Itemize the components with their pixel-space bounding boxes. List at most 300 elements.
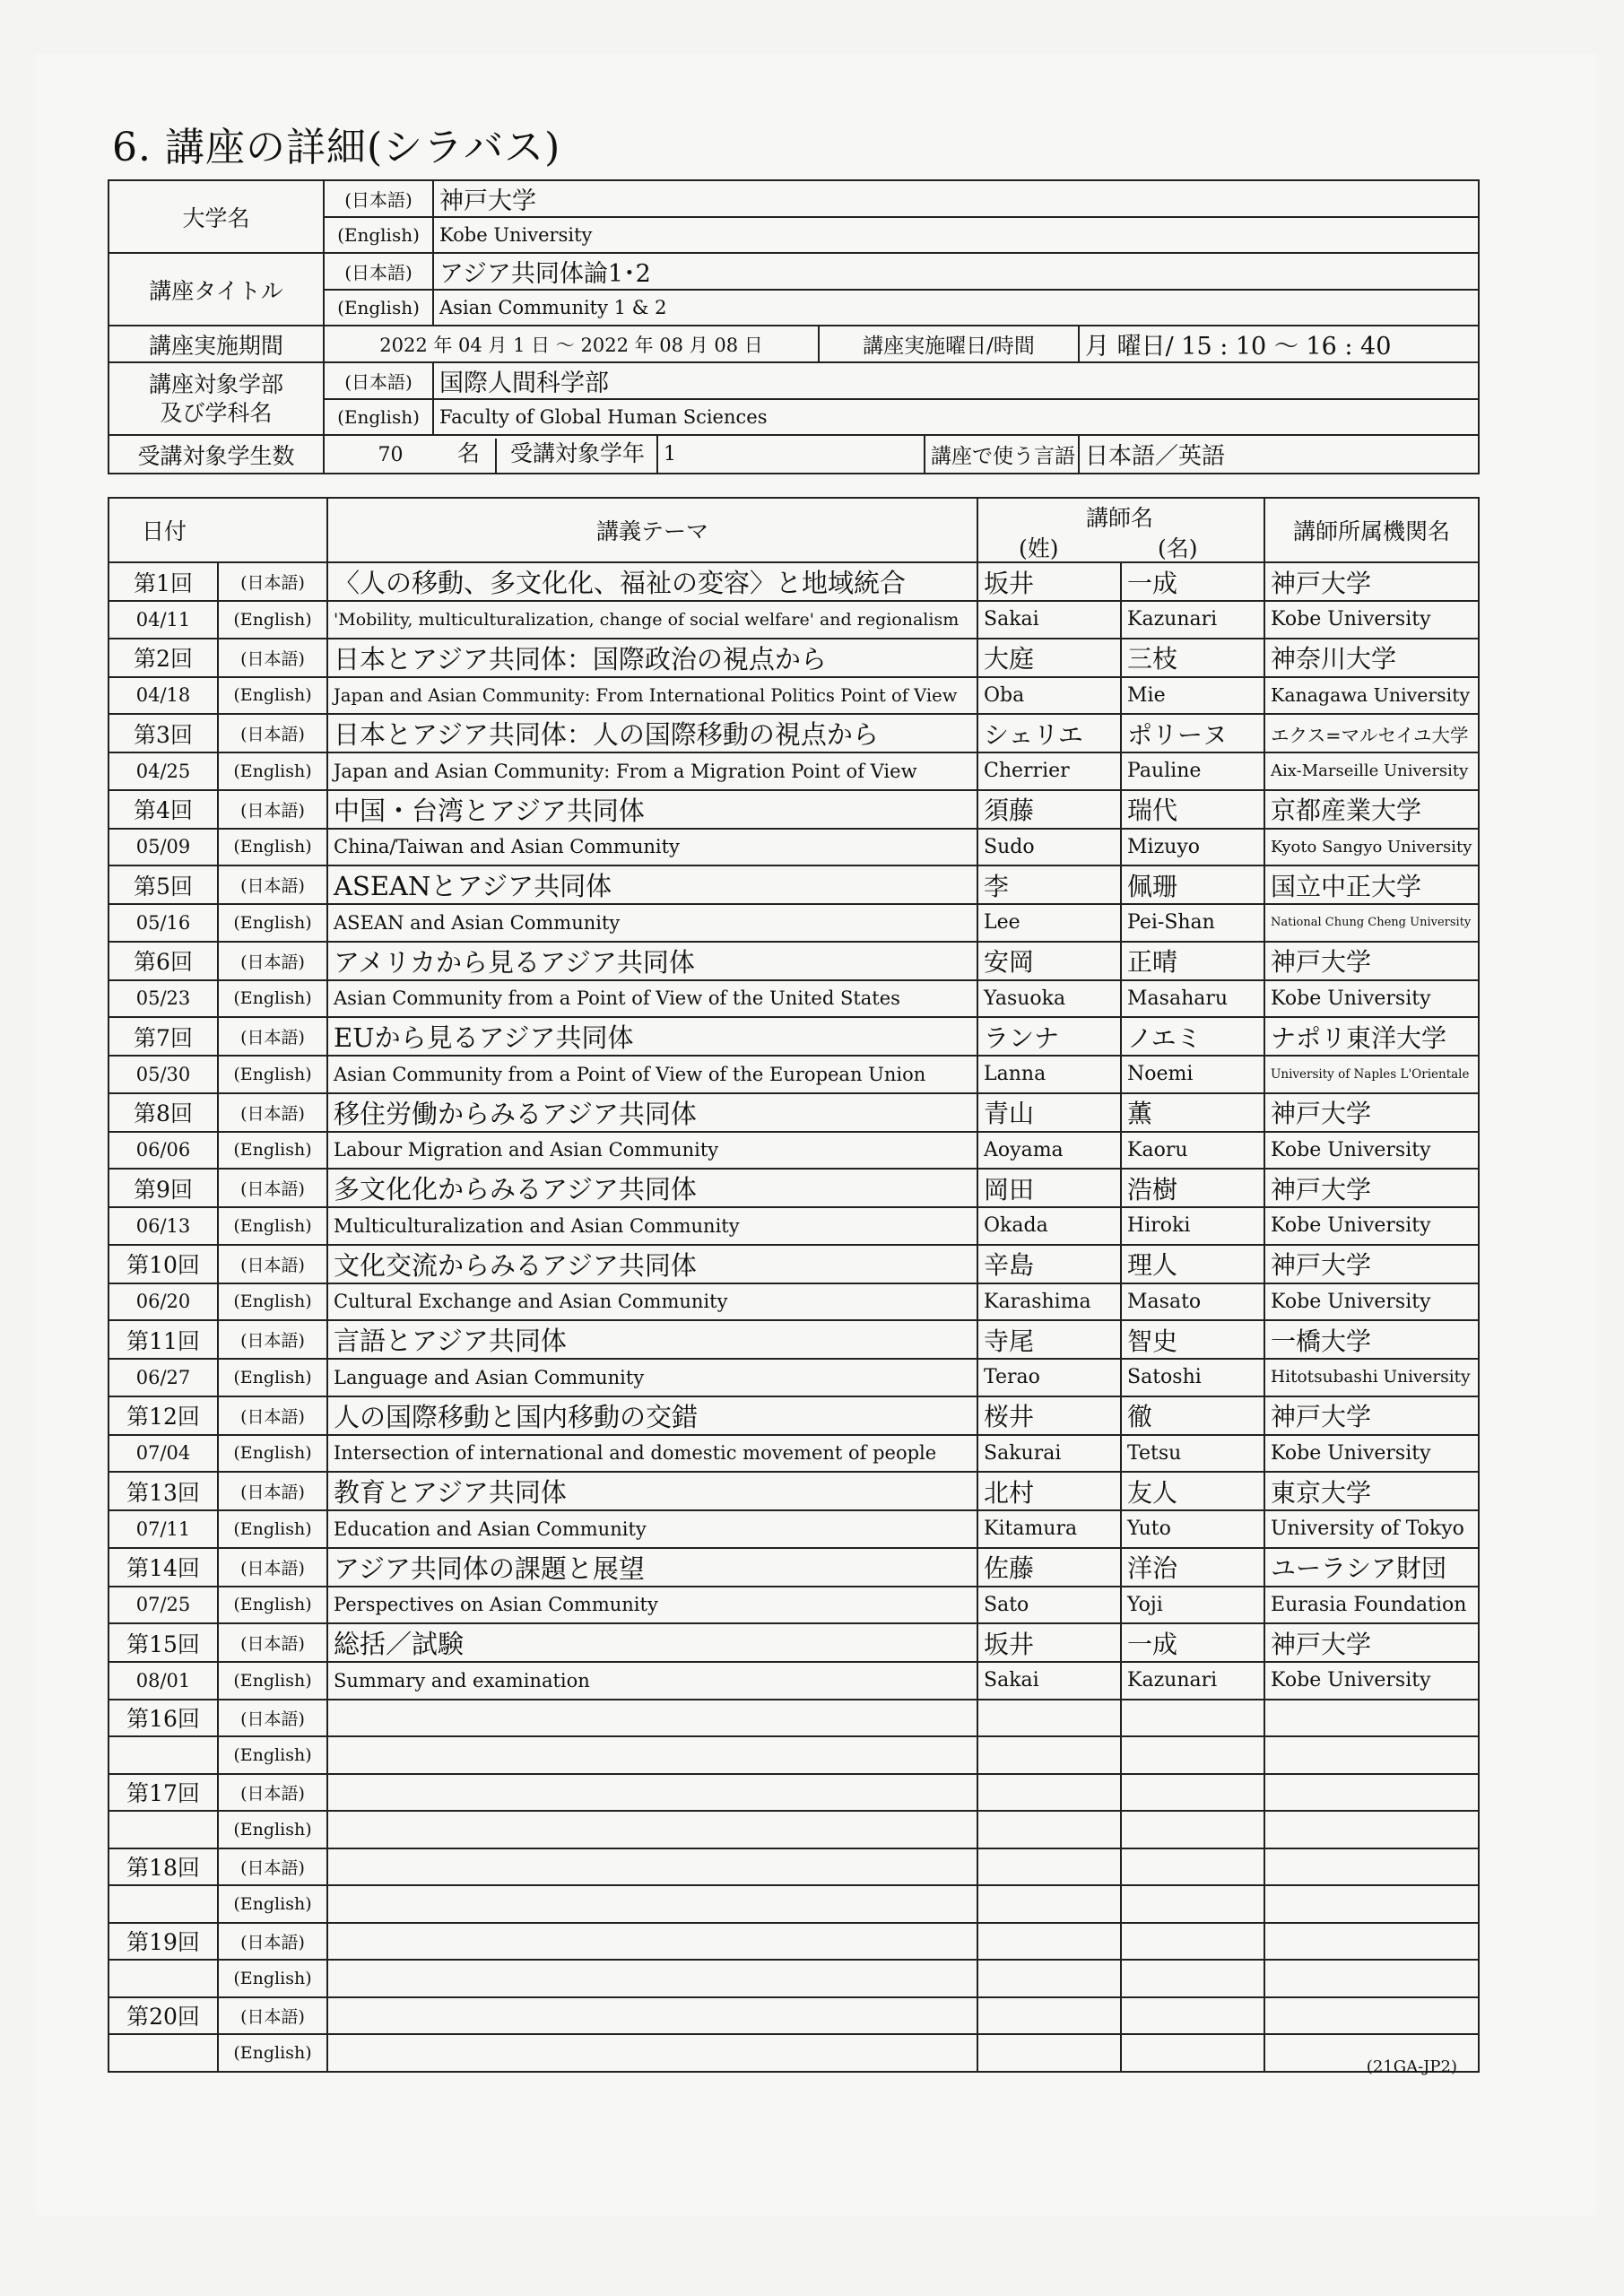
affiliation-en: University of Naples L'Orientale [1264, 1056, 1479, 1093]
lecturer-family-en: Sakai [977, 601, 1121, 639]
session-row-en [109, 1811, 1479, 1848]
lecturer-given-ja: 洋治 [1121, 1548, 1264, 1587]
header-affiliation: 講師所属機関名 [1264, 498, 1479, 562]
session-row-ja [109, 1320, 1479, 1359]
weekday-value: 月 曜日/ 15 : 10 ～ 16 : 40 [1079, 326, 1479, 362]
theme-en: Intersection of international and domestic movement of people [327, 1435, 977, 1473]
session-row-en [109, 1885, 1479, 1923]
theme-en: Asian Community from a Point of View of the United States [327, 980, 977, 1018]
lecturer-given-ja: 佩珊 [1121, 865, 1264, 904]
affiliation-en: Aix-Marseille University [1264, 752, 1479, 790]
session-row-en [109, 1283, 1479, 1321]
session-date: 05/16 [109, 904, 218, 942]
affiliation-ja [1264, 1700, 1479, 1737]
university-label: 大学名 [109, 180, 324, 253]
affiliation-en: Kobe University [1264, 1283, 1479, 1321]
lang-tag-en: (English) [218, 1056, 327, 1093]
affiliation-en: Kobe University [1264, 1435, 1479, 1473]
session-number: 第19回 [109, 1923, 218, 1961]
lecturer-family-ja: 寺尾 [977, 1320, 1121, 1359]
course-info-table [108, 179, 1480, 474]
lecturer-family-en: Sato [977, 1587, 1121, 1624]
session-date: 07/25 [109, 1587, 218, 1624]
lecturer-family-ja: 桜井 [977, 1396, 1121, 1435]
lang-tag-ja: (日本語) [324, 180, 433, 217]
affiliation-en: Kyoto Sangyo University [1264, 829, 1479, 866]
affiliation-ja: ユーラシア財団 [1264, 1548, 1479, 1587]
session-row-ja [109, 639, 1479, 677]
lecturer-family-en: Aoyama [977, 1132, 1121, 1170]
university-name-en: Kobe University [433, 217, 1479, 253]
theme-en [327, 1960, 977, 1997]
session-row-ja [109, 1700, 1479, 1737]
affiliation-ja: 神戸大学 [1264, 1093, 1479, 1132]
affiliation-ja: 一橋大学 [1264, 1320, 1479, 1359]
affiliation-ja: ナポリ東洋大学 [1264, 1017, 1479, 1056]
lang-tag-en: (English) [218, 752, 327, 790]
affiliation-ja [1264, 1774, 1479, 1812]
session-date [109, 2034, 218, 2072]
affiliation-ja: 神戸大学 [1264, 942, 1479, 980]
session-number: 第11回 [109, 1320, 218, 1359]
lecturer-given-ja: ポリーヌ [1121, 714, 1264, 752]
theme-ja: アジア共同体の課題と展望 [327, 1548, 977, 1587]
lang-tag-en: (English) [218, 2034, 327, 2072]
lecturer-family-en [977, 1736, 1121, 1774]
lang-tag-en: (English) [218, 1587, 327, 1624]
theme-en: Perspectives on Asian Community [327, 1587, 977, 1624]
lecturer-given-en [1121, 2034, 1264, 2072]
lecturer-given-en: Masato [1121, 1283, 1264, 1321]
session-row-en [109, 601, 1479, 639]
lecturer-family-en [977, 1960, 1121, 1997]
theme-ja: 言語とアジア共同体 [327, 1320, 977, 1359]
theme-en [327, 2034, 977, 2072]
session-row-ja [109, 1623, 1479, 1662]
affiliation-en: National Chung Cheng University [1264, 904, 1479, 942]
session-row-ja [109, 1548, 1479, 1587]
lecturer-given-en: Kazunari [1121, 601, 1264, 639]
year-label: 受講対象学年 [510, 440, 646, 466]
faculty-label [109, 362, 324, 435]
lecturer-family-ja [977, 1997, 1121, 2035]
lecturer-given-en: Tetsu [1121, 1435, 1264, 1473]
theme-en [327, 1811, 977, 1848]
session-number: 第1回 [109, 562, 218, 601]
affiliation-ja [1264, 1997, 1479, 2035]
session-number: 第10回 [109, 1245, 218, 1283]
session-number: 第3回 [109, 714, 218, 752]
lang-tag-ja: (日本語) [218, 1169, 327, 1207]
affiliation-en: Kobe University [1264, 1662, 1479, 1700]
affiliation-ja [1264, 1848, 1479, 1886]
lecturer-given-en: Hiroki [1121, 1207, 1264, 1245]
header-given: (名) [1158, 535, 1198, 561]
lecturer-given-en: Noemi [1121, 1056, 1264, 1093]
session-number: 第2回 [109, 639, 218, 677]
session-number: 第15回 [109, 1623, 218, 1662]
lecturer-given-en [1121, 1811, 1264, 1848]
session-row-ja [109, 1472, 1479, 1510]
session-row-en [109, 677, 1479, 715]
lecturer-family-ja: 北村 [977, 1472, 1121, 1510]
session-row-ja [109, 865, 1479, 904]
affiliation-ja: 神戸大学 [1264, 562, 1479, 601]
lecturer-given-en: Kaoru [1121, 1132, 1264, 1170]
lecturer-given-en [1121, 1736, 1264, 1774]
faculty-ja: 国際人間科学部 [433, 362, 1479, 399]
session-date: 04/25 [109, 752, 218, 790]
session-date [109, 1811, 218, 1848]
affiliation-en: Kanagawa University [1264, 677, 1479, 715]
lang-tag-ja: (日本語) [218, 865, 327, 904]
lecturer-given-ja: 友人 [1121, 1472, 1264, 1510]
lecturer-given-en: Masaharu [1121, 980, 1264, 1018]
lecturer-given-ja [1121, 1997, 1264, 2035]
lecturer-family-ja: 須藤 [977, 790, 1121, 829]
lang-tag-ja: (日本語) [218, 1093, 327, 1132]
affiliation-en: Kobe University [1264, 1207, 1479, 1245]
session-row-en [109, 1132, 1479, 1170]
session-date: 08/01 [109, 1662, 218, 1700]
students-cell [324, 435, 657, 474]
theme-en: Japan and Asian Community: From International Politics Point of View [327, 677, 977, 715]
affiliation-ja: 東京大学 [1264, 1472, 1479, 1510]
theme-ja: 人の国際移動と国内移動の交錯 [327, 1396, 977, 1435]
lecturer-family-en: Sudo [977, 829, 1121, 866]
lecturer-family-ja: 坂井 [977, 1623, 1121, 1662]
lang-tag-ja: (日本語) [218, 1472, 327, 1510]
lecturer-given-ja [1121, 1774, 1264, 1812]
session-row-en [109, 752, 1479, 790]
lecturer-family-en [977, 2034, 1121, 2072]
theme-en: ASEAN and Asian Community [327, 904, 977, 942]
session-number: 第9回 [109, 1169, 218, 1207]
period-label: 講座実施期間 [109, 326, 324, 362]
affiliation-ja: エクス=マルセイユ大学 [1264, 714, 1479, 752]
lang-tag-ja: (日本語) [218, 790, 327, 829]
lecturer-family-en: Oba [977, 677, 1121, 715]
affiliation-en [1264, 1811, 1479, 1848]
lecturer-family-ja [977, 1848, 1121, 1886]
theme-ja [327, 1700, 977, 1737]
lecturer-family-ja [977, 1700, 1121, 1737]
affiliation-ja: 国立中正大学 [1264, 865, 1479, 904]
affiliation-en: Kobe University [1264, 980, 1479, 1018]
session-date: 05/30 [109, 1056, 218, 1093]
lang-tag-en: (English) [218, 601, 327, 639]
session-date: 05/23 [109, 980, 218, 1018]
session-row-en [109, 980, 1479, 1018]
session-row-en [109, 1736, 1479, 1774]
lecturer-family-en: Lee [977, 904, 1121, 942]
lecturer-family-ja: シェリエ [977, 714, 1121, 752]
header-lecturer-label: 講師名 [1086, 505, 1154, 531]
affiliation-en: Hitotsubashi University [1264, 1359, 1479, 1396]
schedule-table [108, 497, 1480, 2073]
lang-tag-en: (English) [218, 677, 327, 715]
header-family: (姓) [1019, 535, 1059, 561]
lecturer-given-en [1121, 1960, 1264, 1997]
lecturer-given-en: Mie [1121, 677, 1264, 715]
session-row-en [109, 1435, 1479, 1473]
lang-tag-en: (English) [218, 904, 327, 942]
lecturer-given-ja: ノエミ [1121, 1017, 1264, 1056]
lecturer-family-en: Yasuoka [977, 980, 1121, 1018]
session-row-en [109, 1662, 1479, 1700]
session-row-en [109, 829, 1479, 866]
lecturer-family-ja: 李 [977, 865, 1121, 904]
lecturer-given-en: Mizuyo [1121, 829, 1264, 866]
lang-tag-en: (English) [218, 1132, 327, 1170]
session-date: 06/27 [109, 1359, 218, 1396]
theme-ja: 多文化化からみるアジア共同体 [327, 1169, 977, 1207]
theme-ja: 総括／試験 [327, 1623, 977, 1662]
session-row-en [109, 1056, 1479, 1093]
session-row-ja [109, 942, 1479, 980]
lecturer-family-en: Terao [977, 1359, 1121, 1396]
lecturer-family-ja [977, 1923, 1121, 1961]
lecturer-family-en: Karashima [977, 1283, 1121, 1321]
session-row-ja [109, 1093, 1479, 1132]
affiliation-ja: 神戸大学 [1264, 1169, 1479, 1207]
session-number: 第8回 [109, 1093, 218, 1132]
theme-ja: 文化交流からみるアジア共同体 [327, 1245, 977, 1283]
lecturer-family-ja: ランナ [977, 1017, 1121, 1056]
lang-tag-ja: (日本語) [218, 1245, 327, 1283]
lang-tag-ja: (日本語) [218, 942, 327, 980]
lecturer-given-ja: 理人 [1121, 1245, 1264, 1283]
session-row-ja [109, 562, 1479, 601]
lecturer-family-en: Cherrier [977, 752, 1121, 790]
language-value: 日本語／英語 [1079, 435, 1479, 474]
course-title-label: 講座タイトル [109, 253, 324, 326]
lang-tag-en: (English) [218, 1435, 327, 1473]
session-row-ja [109, 1169, 1479, 1207]
session-row-ja [109, 1923, 1479, 1961]
lang-tag-en: (English) [218, 1207, 327, 1245]
lang-tag-en: (English) [324, 290, 433, 326]
lang-tag-en: (English) [324, 217, 433, 253]
lang-tag-ja: (日本語) [218, 1320, 327, 1359]
theme-ja: 〈人の移動、多文化化、福祉の変容〉と地域統合 [327, 562, 977, 601]
theme-ja [327, 1997, 977, 2035]
header-date: 日付 [109, 498, 327, 562]
theme-ja [327, 1923, 977, 1961]
course-title-ja: アジア共同体論1･2 [433, 253, 1479, 290]
session-date [109, 1736, 218, 1774]
lecturer-family-ja: 安岡 [977, 942, 1121, 980]
session-number: 第4回 [109, 790, 218, 829]
session-row-ja [109, 1396, 1479, 1435]
lang-tag-en: (English) [218, 1960, 327, 1997]
faculty-en: Faculty of Global Human Sciences [433, 399, 1479, 435]
lecturer-given-en: Satoshi [1121, 1359, 1264, 1396]
session-date: 07/04 [109, 1435, 218, 1473]
lecturer-family-en [977, 1811, 1121, 1848]
affiliation-en: University of Tokyo [1264, 1510, 1479, 1548]
theme-ja: 教育とアジア共同体 [327, 1472, 977, 1510]
theme-en [327, 1885, 977, 1923]
session-date: 06/06 [109, 1132, 218, 1170]
theme-ja [327, 1848, 977, 1886]
lang-tag-en: (English) [324, 399, 433, 435]
session-date: 06/13 [109, 1207, 218, 1245]
lecturer-given-ja [1121, 1700, 1264, 1737]
lang-tag-en: (English) [218, 1662, 327, 1700]
theme-en [327, 1736, 977, 1774]
lang-tag-ja: (日本語) [218, 1700, 327, 1737]
theme-en: Cultural Exchange and Asian Community [327, 1283, 977, 1321]
lang-tag-ja: (日本語) [218, 1017, 327, 1056]
lang-tag-en: (English) [218, 1283, 327, 1321]
session-row-en [109, 1587, 1479, 1624]
session-number: 第17回 [109, 1774, 218, 1812]
session-date: 06/20 [109, 1283, 218, 1321]
lecturer-family-ja: 岡田 [977, 1169, 1121, 1207]
session-number: 第16回 [109, 1700, 218, 1737]
theme-en: Summary and examination [327, 1662, 977, 1700]
lang-tag-ja: (日本語) [324, 362, 433, 399]
lecturer-family-en [977, 1885, 1121, 1923]
lang-tag-ja: (日本語) [218, 1548, 327, 1587]
lang-tag-en: (English) [218, 829, 327, 866]
lecturer-given-ja [1121, 1923, 1264, 1961]
session-row-ja [109, 1848, 1479, 1886]
weekday-label: 講座実施曜日/時間 [819, 326, 1079, 362]
lecturer-family-en: Kitamura [977, 1510, 1121, 1548]
affiliation-en: Kobe University [1264, 601, 1479, 639]
theme-ja: 移住労働からみるアジア共同体 [327, 1093, 977, 1132]
lecturer-family-en: Sakurai [977, 1435, 1121, 1473]
session-row-ja [109, 1017, 1479, 1056]
theme-ja: ASEANとアジア共同体 [327, 865, 977, 904]
theme-en: 'Mobility, multiculturalization, change of social welfare' and regionalism [327, 601, 977, 639]
lecturer-given-ja: 智史 [1121, 1320, 1264, 1359]
lecturer-family-ja: 大庭 [977, 639, 1121, 677]
students-unit: 名 [457, 440, 481, 466]
lecturer-family-ja: 青山 [977, 1093, 1121, 1132]
lecturer-given-en [1121, 1885, 1264, 1923]
lang-tag-ja: (日本語) [218, 562, 327, 601]
language-label: 講座で使う言語 [925, 435, 1079, 474]
session-row-ja [109, 1245, 1479, 1283]
lang-tag-en: (English) [218, 1736, 327, 1774]
session-number: 第13回 [109, 1472, 218, 1510]
lecturer-family-en: Sakai [977, 1662, 1121, 1700]
affiliation-ja: 神奈川大学 [1264, 639, 1479, 677]
theme-ja: 中国・台湾とアジア共同体 [327, 790, 977, 829]
affiliation-en: Eurasia Foundation [1264, 1587, 1479, 1624]
section-title: 6. 講座の詳細(シラバス) [112, 125, 561, 170]
session-number: 第12回 [109, 1396, 218, 1435]
lecturer-given-en: Yoji [1121, 1587, 1264, 1624]
session-date [109, 1960, 218, 1997]
lecturer-given-ja: 三枝 [1121, 639, 1264, 677]
affiliation-en [1264, 1960, 1479, 1997]
lang-tag-ja: (日本語) [324, 253, 433, 290]
affiliation-en [1264, 1736, 1479, 1774]
lang-tag-en: (English) [218, 1510, 327, 1548]
affiliation-en [1264, 1885, 1479, 1923]
lecturer-family-ja: 辛島 [977, 1245, 1121, 1283]
students-value: 70 [378, 444, 404, 466]
theme-ja: 日本とアジア共同体：人の国際移動の視点から [327, 714, 977, 752]
affiliation-ja: 京都産業大学 [1264, 790, 1479, 829]
lang-tag-en: (English) [218, 1885, 327, 1923]
lecturer-family-en: Okada [977, 1207, 1121, 1245]
header-theme: 講義テーマ [327, 498, 977, 562]
lecturer-family-ja [977, 1774, 1121, 1812]
theme-ja: EUから見るアジア共同体 [327, 1017, 977, 1056]
lecturer-given-en: Pei-Shan [1121, 904, 1264, 942]
lang-tag-ja: (日本語) [218, 1997, 327, 2035]
lecturer-given-ja: 薫 [1121, 1093, 1264, 1132]
university-name-ja: 神戸大学 [433, 180, 1479, 217]
session-row-en [109, 1960, 1479, 1997]
theme-ja [327, 1774, 977, 1812]
theme-ja: 日本とアジア共同体：国際政治の視点から [327, 639, 977, 677]
lecturer-given-ja: 瑞代 [1121, 790, 1264, 829]
session-date: 05/09 [109, 829, 218, 866]
theme-en: Multiculturalization and Asian Community [327, 1207, 977, 1245]
session-date: 07/11 [109, 1510, 218, 1548]
lang-tag-en: (English) [218, 1359, 327, 1396]
affiliation-ja [1264, 1923, 1479, 1961]
session-date: 04/18 [109, 677, 218, 715]
affiliation-ja: 神戸大学 [1264, 1623, 1479, 1662]
lecturer-given-en: Yuto [1121, 1510, 1264, 1548]
lecturer-given-ja: 徹 [1121, 1396, 1264, 1435]
session-number: 第20回 [109, 1997, 218, 2035]
session-number: 第6回 [109, 942, 218, 980]
period-value: 2022 年 04 月 1 日 ～ 2022 年 08 月 08 日 [324, 326, 819, 362]
lang-tag-en: (English) [218, 1811, 327, 1848]
lang-tag-ja: (日本語) [218, 1923, 327, 1961]
session-row-ja [109, 1774, 1479, 1812]
session-row-en [109, 1510, 1479, 1548]
affiliation-en: Kobe University [1264, 1132, 1479, 1170]
session-row-en [109, 1359, 1479, 1396]
theme-en: Education and Asian Community [327, 1510, 977, 1548]
lang-tag-en: (English) [218, 980, 327, 1018]
form-code: (21GA-JP2) [1366, 2057, 1457, 2076]
header-lecturer [977, 498, 1264, 562]
affiliation-ja: 神戸大学 [1264, 1245, 1479, 1283]
lecturer-given-ja: 一成 [1121, 1623, 1264, 1662]
lang-tag-ja: (日本語) [218, 639, 327, 677]
session-number: 第14回 [109, 1548, 218, 1587]
lecturer-given-en: Pauline [1121, 752, 1264, 790]
lecturer-given-ja: 浩樹 [1121, 1169, 1264, 1207]
lang-tag-ja: (日本語) [218, 1623, 327, 1662]
lecturer-family-ja: 坂井 [977, 562, 1121, 601]
session-row-en [109, 904, 1479, 942]
lang-tag-ja: (日本語) [218, 1774, 327, 1812]
course-title-en: Asian Community 1 & 2 [433, 290, 1479, 326]
faculty-label-line2: 及び学科名 [160, 399, 273, 426]
theme-en: Language and Asian Community [327, 1359, 977, 1396]
session-date [109, 1885, 218, 1923]
lang-tag-ja: (日本語) [218, 714, 327, 752]
session-row-en [109, 2034, 1479, 2072]
faculty-label-line1: 講座対象学部 [148, 370, 283, 397]
session-number: 第5回 [109, 865, 218, 904]
session-row-ja [109, 1997, 1479, 2035]
session-date: 04/11 [109, 601, 218, 639]
lang-tag-ja: (日本語) [218, 1848, 327, 1886]
lecturer-given-ja: 一成 [1121, 562, 1264, 601]
